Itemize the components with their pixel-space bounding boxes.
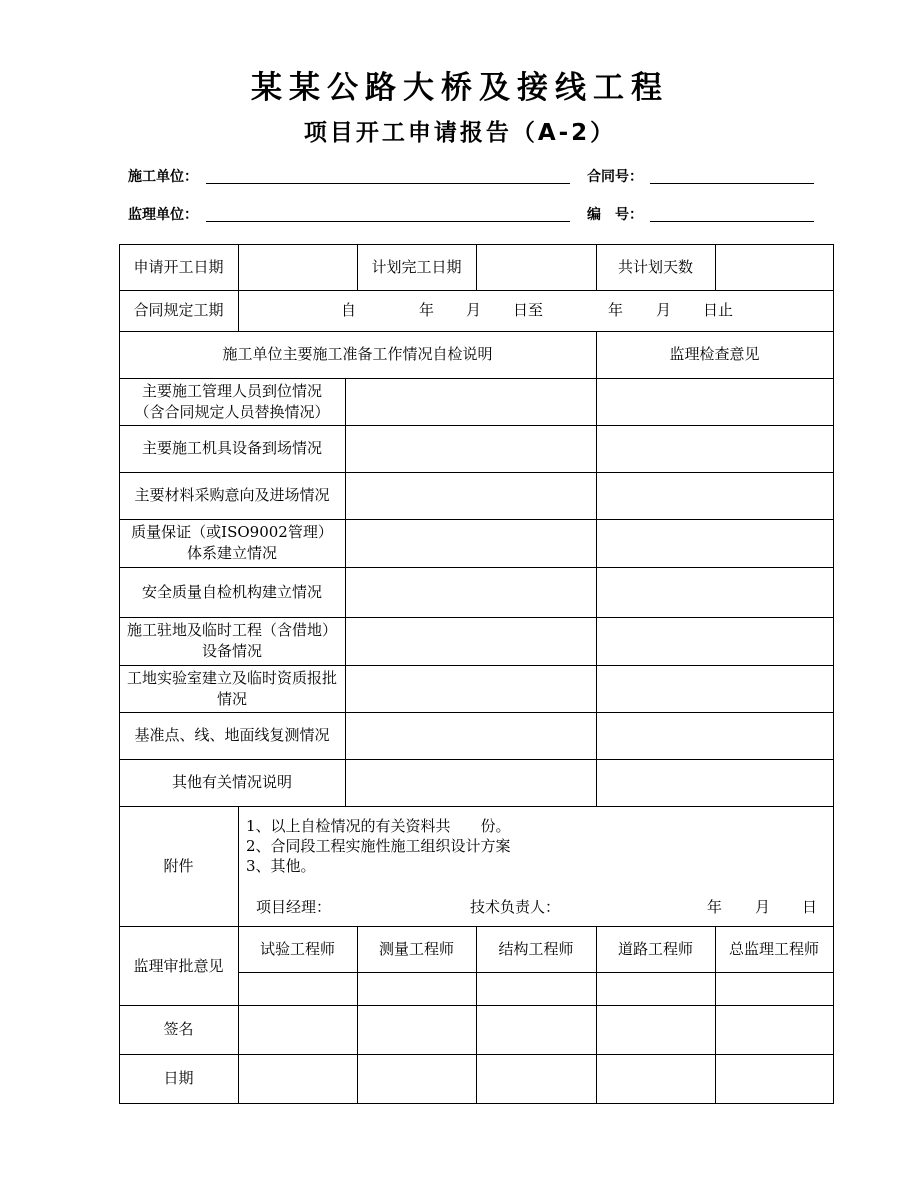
serial-no-field[interactable] (650, 221, 814, 222)
attachment-year: 年 (707, 898, 723, 916)
role-survey-engineer: 测量工程师 (378, 939, 454, 958)
contract-no-field[interactable] (650, 183, 814, 184)
document-title: 某某公路大桥及接线工程 (251, 70, 669, 106)
attachment-month: 月 (755, 898, 771, 916)
role-test-engineer: 试验工程师 (259, 939, 335, 958)
serial-no-label: 编 号： (587, 207, 643, 223)
period-year2: 年 (608, 301, 624, 319)
attachment-line-1: 1、以上自检情况的有关资料共 份。 (246, 817, 511, 835)
period-day-to: 日至 (513, 301, 544, 319)
check-item-other: 其他有关情况说明 (171, 773, 292, 791)
check-item-quality-system: 质量保证（或ISO9002管理）体系建立情况 (131, 523, 333, 562)
supervisor-field[interactable] (206, 221, 570, 222)
check-item-survey: 基准点、线、地面线复测情况 (134, 726, 330, 744)
contract-no-label: 合同号： (587, 169, 643, 185)
check-item-materials: 主要材料采购意向及进场情况 (134, 486, 330, 504)
plan-finish-date-label: 计划完工日期 (371, 257, 462, 276)
period-month1: 月 (466, 301, 482, 319)
role-road-engineer: 道路工程师 (617, 939, 693, 958)
self-check-header: 施工单位主要施工准备工作情况自检说明 (222, 345, 493, 363)
project-manager-label: 项目经理： (256, 898, 332, 916)
signature-label: 签名 (163, 1020, 194, 1038)
role-chief-supervisor: 总监理工程师 (728, 939, 819, 958)
check-item-site-camp: 施工驻地及临时工程（含借地）设备情况 (127, 621, 338, 660)
supervisor-label: 监理单位： (128, 207, 198, 223)
role-structure-engineer: 结构工程师 (498, 939, 574, 958)
approval-label-text: 监理审批意见 (133, 957, 224, 975)
check-item-laboratory: 工地实验室建立及临时资质报批情况 (127, 668, 338, 708)
contractor-field[interactable] (206, 183, 570, 184)
document-subtitle: 项目开工申请报告（A-2） (303, 120, 617, 146)
attachment-label: 附件 (163, 856, 194, 875)
check-item-safety: 安全质量自检机构建立情况 (141, 582, 322, 601)
total-plan-days-label: 共计划天数 (617, 257, 693, 276)
check-item-personnel: 主要施工管理人员到位情况（含合同规定人员替换情况） (134, 381, 330, 421)
contractor-label: 施工单位： (128, 169, 198, 185)
total-plan-days-input[interactable] (715, 244, 833, 290)
apply-start-date-label: 申请开工日期 (133, 257, 224, 276)
apply-start-date-input[interactable] (238, 244, 357, 290)
self-check-notes-area[interactable] (345, 378, 596, 806)
plan-finish-date-input[interactable] (476, 244, 596, 290)
period-year1: 年 (419, 301, 435, 319)
date-label: 日期 (163, 1069, 194, 1087)
contract-period-label: 合同规定工期 (133, 301, 224, 319)
period-day-end: 日止 (703, 301, 734, 319)
period-month2: 月 (656, 301, 672, 319)
attachment-line-3: 3、其他。 (246, 857, 316, 875)
attachment-line-2: 2、合同段工程实施性施工组织设计方案 (246, 837, 511, 855)
approval-label (119, 926, 238, 1005)
attachment-day: 日 (802, 898, 818, 916)
supervision-opinion-header: 监理检查意见 (669, 345, 760, 363)
supervision-opinion-area[interactable] (596, 378, 833, 806)
period-from: 自 (341, 301, 357, 319)
tech-lead-label: 技术负责人： (470, 898, 561, 916)
check-item-equipment: 主要施工机具设备到场情况 (141, 439, 322, 457)
